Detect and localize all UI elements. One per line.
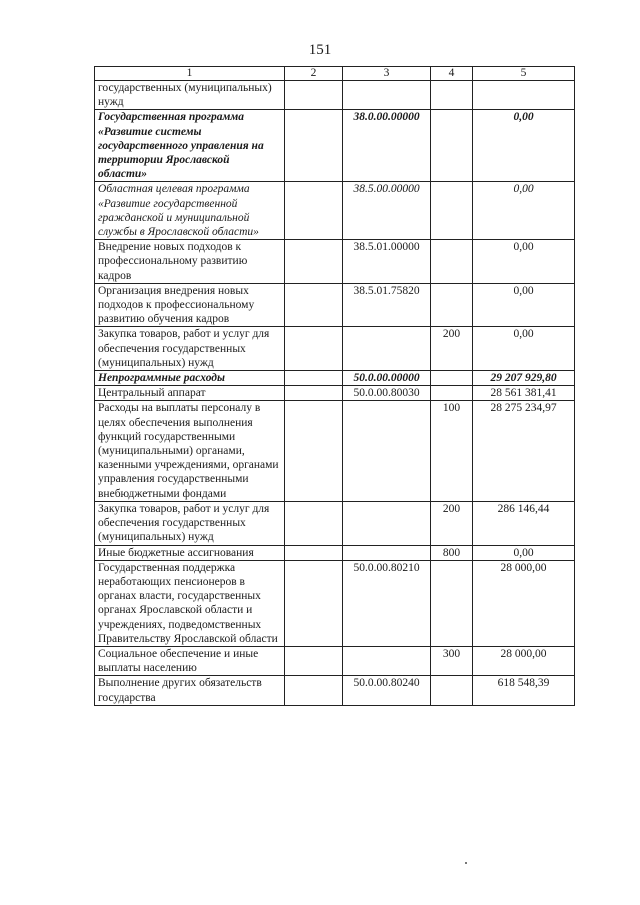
table-header-row [95,67,575,81]
cell-amount: 29 207 929,80 [473,371,575,386]
cell-expense-type: 100 [431,401,473,501]
cell-expense-type: 300 [431,646,473,675]
cell-code [343,646,431,675]
cell-amount: 28 561 381,41 [473,386,575,401]
cell-amount: 0,00 [473,283,575,327]
cell-name: Организация внедрения новых подходов к профессиональному развитию обучения кадров [95,283,285,327]
cell-code: 38.5.00.00000 [343,182,431,240]
cell-code [343,81,431,110]
column-header-name: 1 [95,67,285,81]
cell-code: 38.5.01.75820 [343,283,431,327]
table-row [95,386,575,401]
budget-table [94,66,575,706]
cell-expense-type [431,371,473,386]
cell-name: Выполнение других обязательств государства [95,676,285,705]
cell-name: Закупка товаров, работ и услуг для обеспечения государственных (муниципальных) нужд [95,501,285,545]
table-row [95,327,575,371]
cell-name: Государственная программа «Развитие системы государственного управления на территории Ярославской области» [95,110,285,182]
cell-name: Иные бюджетные ассигнования [95,545,285,560]
cell-code: 50.0.00.00000 [343,371,431,386]
cell-code: 50.0.00.80210 [343,560,431,646]
cell-expense-type [431,676,473,705]
cell-name: Непрограммные расходы [95,371,285,386]
cell-expense-type [431,240,473,284]
cell-amount: 0,00 [473,327,575,371]
table-row [95,81,575,110]
table-row [95,110,575,182]
cell-code: 50.0.00.80240 [343,676,431,705]
cell-amount: 618 548,39 [473,676,575,705]
cell-name: Областная целевая программа «Развитие государственной гражданской и муниципальной службы в Ярославской области» [95,182,285,240]
table-row [95,283,575,327]
cell-code [343,501,431,545]
cell-col2 [285,386,343,401]
cell-expense-type [431,81,473,110]
cell-col2 [285,182,343,240]
cell-name: Центральный аппарат [95,386,285,401]
cell-code: 38.0.00.00000 [343,110,431,182]
cell-code [343,327,431,371]
cell-amount: 0,00 [473,110,575,182]
cell-code: 50.0.00.80030 [343,386,431,401]
cell-expense-type [431,386,473,401]
cell-expense-type [431,110,473,182]
table-row [95,646,575,675]
cell-code [343,401,431,501]
cell-expense-type: 200 [431,327,473,371]
table-row [95,676,575,705]
column-header-expense-type: 4 [431,67,473,81]
table-row [95,371,575,386]
cell-amount: 0,00 [473,182,575,240]
cell-name: Государственная поддержка неработающих пенсионеров в органах власти, государственных органах Ярославской области и учреждениях, подведомственных Правительству Ярославской области [95,560,285,646]
cell-expense-type [431,283,473,327]
cell-col2 [285,545,343,560]
cell-amount: 0,00 [473,545,575,560]
cell-name: Закупка товаров, работ и услуг для обеспечения государственных (муниципальных) нужд [95,327,285,371]
cell-col2 [285,110,343,182]
cell-col2 [285,283,343,327]
cell-col2 [285,81,343,110]
cell-col2 [285,371,343,386]
cell-col2 [285,560,343,646]
cell-col2 [285,676,343,705]
table-row [95,401,575,501]
table-body [95,81,575,706]
cell-expense-type [431,182,473,240]
cell-name: Социальное обеспечение и иные выплаты населению [95,646,285,675]
column-header-2: 2 [285,67,343,81]
cell-expense-type: 800 [431,545,473,560]
cell-col2 [285,401,343,501]
cell-name: государственных (муниципальных) нужд [95,81,285,110]
scan-speck [465,862,467,864]
table-row [95,240,575,284]
cell-expense-type [431,560,473,646]
cell-code: 38.5.01.00000 [343,240,431,284]
column-header-amount: 5 [473,67,575,81]
cell-code [343,545,431,560]
cell-amount: 28 275 234,97 [473,401,575,501]
cell-amount [473,81,575,110]
cell-expense-type: 200 [431,501,473,545]
table-row [95,182,575,240]
cell-amount: 286 146,44 [473,501,575,545]
table-row [95,560,575,646]
cell-col2 [285,501,343,545]
table-row [95,545,575,560]
cell-col2 [285,646,343,675]
column-header-code: 3 [343,67,431,81]
cell-col2 [285,327,343,371]
cell-amount: 28 000,00 [473,646,575,675]
table-row [95,501,575,545]
cell-amount: 28 000,00 [473,560,575,646]
cell-name: Расходы на выплаты персоналу в целях обеспечения выполнения функций государственными (муниципальными) органами, казенными учреждениями, органами управления государственными внебюджетными фондами [95,401,285,501]
cell-amount: 0,00 [473,240,575,284]
cell-name: Внедрение новых подходов к профессиональному развитию кадров [95,240,285,284]
page-number: 151 [308,42,332,58]
cell-col2 [285,240,343,284]
